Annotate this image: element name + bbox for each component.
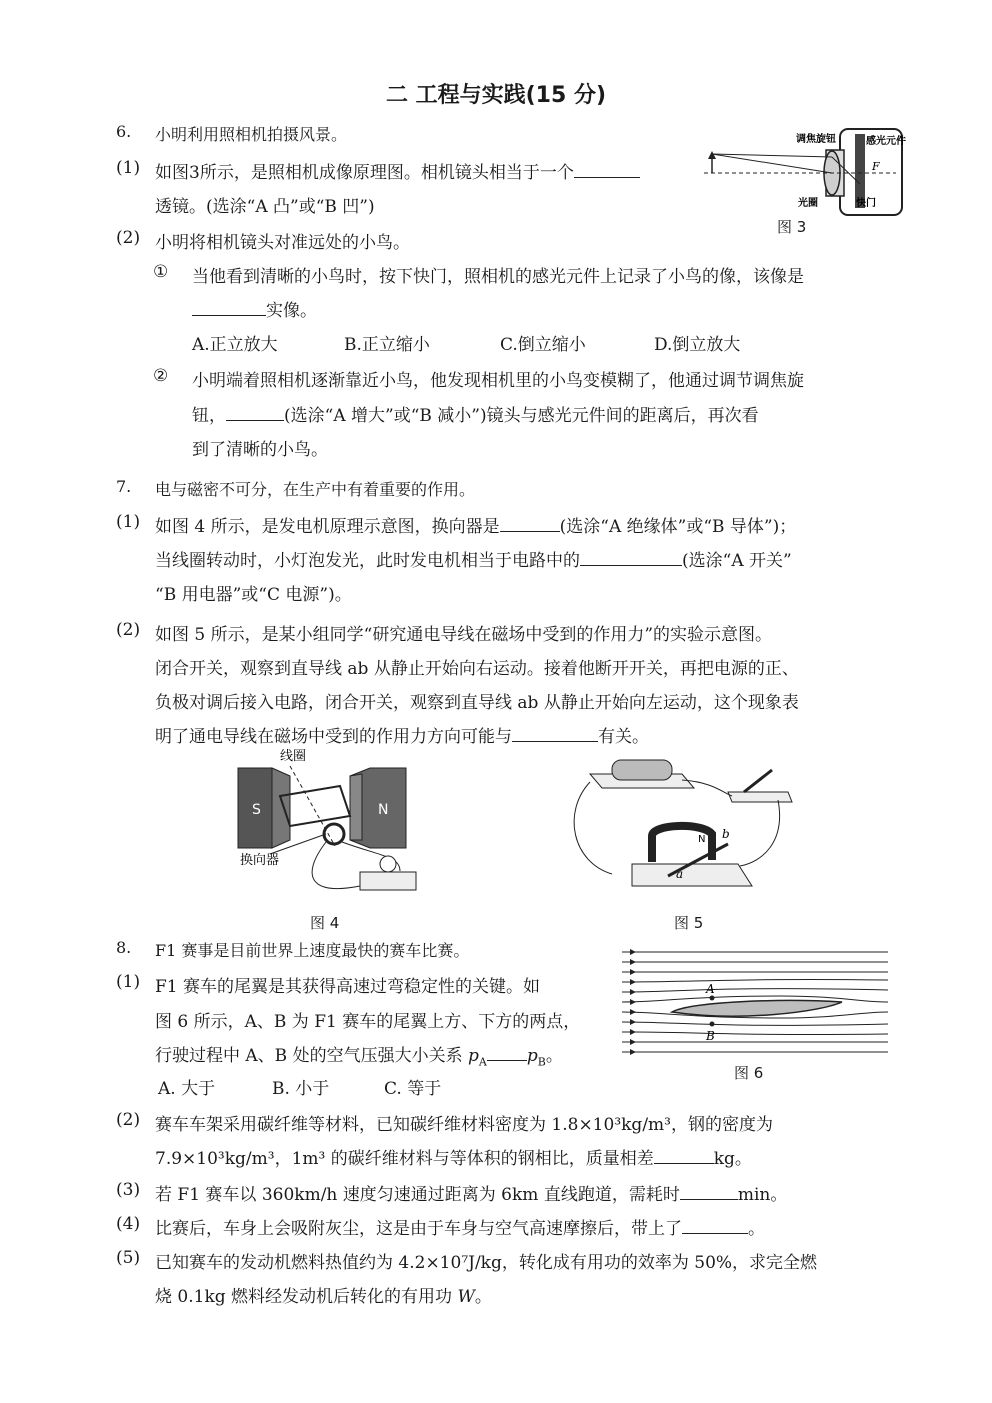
q8-pb-sub: B — [537, 1055, 546, 1069]
q6-s1-number: ① — [153, 262, 169, 282]
magnet-n-inner — [350, 774, 362, 840]
streamline-5 — [622, 989, 888, 992]
q6-s2-text-c: 到了清晰的小鸟。 — [192, 440, 328, 460]
q6-p1-text-a: 如图3所示，是照相机成像原理图。相机镜头相当于一个 — [155, 163, 574, 183]
q8-p5-text-b1: 烧 0.1kg 燃料经发动机后转化的有用功 — [155, 1287, 453, 1307]
streamline-8 — [622, 1022, 888, 1025]
switch-icon — [744, 770, 772, 792]
object-arrowhead-icon — [708, 151, 716, 159]
q6-p2-number: (2) — [116, 228, 141, 248]
magnet-n-label-fig5: N — [698, 834, 706, 845]
q8-p4-text-b: 。 — [748, 1219, 765, 1239]
q7-p1-text-b2: (选涂“A 开关” — [682, 551, 792, 571]
q7-p1-number: (1) — [116, 512, 141, 532]
arrowhead-3 — [630, 969, 636, 975]
magnet-s-label: S — [252, 802, 261, 818]
q8-p3-text-a: 若 F1 赛车以 360km/h 速度匀速通过距离为 6km 直线跑道，需耗时 — [155, 1185, 680, 1205]
arrowhead-9 — [630, 1029, 636, 1035]
figure-3-caption: 图 3 — [777, 218, 807, 236]
q8-p4-row — [155, 1214, 765, 1239]
q6-p1-number: (1) — [116, 158, 141, 178]
q8-pb: p — [526, 1046, 538, 1066]
q8-p2-number: (2) — [116, 1110, 141, 1130]
sensor-plate — [855, 134, 865, 208]
arrowhead-10 — [630, 1039, 636, 1045]
shutter-label: 快门 — [856, 198, 876, 209]
q8-stem: F1 赛事是目前世界上速度最快的赛车比赛。 — [155, 941, 470, 960]
q8-option-c[interactable]: C. 等于 — [384, 1079, 442, 1099]
q6-s2-blank[interactable] — [226, 403, 284, 421]
rod-label-a: a — [676, 867, 684, 881]
knob-label: 调焦旋钮 — [796, 134, 836, 145]
figure-6-airflow — [620, 946, 890, 1064]
q6-p1-blank[interactable] — [574, 160, 640, 178]
q6-p1-text-b: 透镜。(选涂“A 凸”或“B 凹”) — [155, 197, 375, 217]
q7-p1-text-a1: 如图 4 所示，是发电机原理示意图，换向器是 — [155, 517, 500, 537]
q8-p2-text-b1: 7.9×10³kg/m³，1m³ 的碳纤维材料与等体积的钢相比，质量相差 — [155, 1149, 654, 1169]
arrowhead-6 — [630, 999, 636, 1005]
q8-p1-blank[interactable] — [487, 1043, 527, 1061]
arrowhead-7 — [630, 1009, 636, 1015]
q8-p4-blank[interactable] — [682, 1216, 748, 1234]
bulb-base — [360, 872, 416, 890]
switch-base — [728, 792, 792, 802]
q7-p1-row-a — [155, 512, 796, 537]
arrowhead-4 — [630, 979, 636, 985]
streamline-4 — [622, 979, 888, 982]
q8-p4-number: (4) — [116, 1214, 141, 1234]
q6-s1-text-a: 当他看到清晰的小鸟时，按下快门，照相机的感光元件上记录了小鸟的像，该像是 — [192, 267, 804, 287]
q8-p5-text-a: 已知赛车的发动机燃料热值约为 4.2×10⁷J/kg，转化成有用功的效率为 50%，求完全燃 — [155, 1253, 818, 1273]
q6-s1-blank[interactable] — [192, 298, 266, 316]
q6-p2-text: 小明将相机镜头对准远处的小鸟。 — [155, 233, 410, 253]
q6-s1-text-b: 实像。 — [266, 301, 317, 321]
q8-option-b[interactable]: B. 小于 — [272, 1079, 330, 1099]
point-b — [710, 1022, 715, 1027]
q6-option-b[interactable]: B.正立缩小 — [344, 335, 430, 355]
figure-5-experiment — [572, 752, 792, 897]
aperture-label: 光圈 — [798, 198, 818, 209]
q8-p5-w: W — [457, 1287, 475, 1307]
q8-p1-row-c — [155, 1041, 563, 1068]
q8-p2-blank[interactable] — [654, 1146, 714, 1164]
q8-p2-text-b2: kg。 — [713, 1149, 752, 1169]
q8-pa-sub: A — [478, 1055, 487, 1069]
magnet-s-side — [272, 768, 290, 848]
bulb-icon — [380, 856, 396, 872]
q8-pa: p — [467, 1046, 479, 1066]
q8-p4-text-a: 比赛后，车身上会吸附灰尘，这是由于车身与空气高速摩擦后，带上了 — [155, 1219, 682, 1239]
q6-s2-text-b-row — [192, 401, 759, 426]
streamline-9 — [622, 1032, 888, 1035]
q8-p3-number: (3) — [116, 1180, 141, 1200]
figure-4-generator — [230, 746, 430, 906]
q6-s1-text-b-row — [192, 296, 317, 321]
sensor-label: 感光元件 — [866, 136, 906, 147]
q7-p2-text-d1: 明了通电导线在磁场中受到的作用力方向可能与 — [155, 727, 512, 747]
focus-label: F — [872, 160, 880, 173]
figure-5-caption: 图 5 — [674, 914, 704, 932]
q6-s2-number: ② — [153, 366, 169, 386]
q8-p5-row-b — [155, 1282, 492, 1307]
q7-stem: 电与磁密不可分，在生产中有着重要的作用。 — [155, 480, 476, 499]
q8-p2-row-b — [155, 1144, 752, 1169]
arrowheads — [630, 949, 636, 1055]
q8-p2-text-a: 赛车车架采用碳纤维等材料，已知碳纤维材料密度为 1.8×10³kg/m³，钢的密度为 — [155, 1115, 773, 1135]
point-a — [710, 996, 715, 1001]
q8-p1-text-a: F1 赛车的尾翼是其获得高速过弯稳定性的关键。如 — [155, 977, 541, 997]
wire-right — [740, 800, 780, 866]
arrowhead-8 — [630, 1019, 636, 1025]
q7-p2-blank[interactable] — [512, 724, 598, 742]
coil-label: 线圈 — [280, 749, 307, 764]
q8-p1-text-c: 行驶过程中 A、B 处的空气压强大小关系 — [155, 1046, 463, 1066]
rod-label-b: b — [722, 827, 730, 841]
q8-p1-number: (1) — [116, 972, 141, 992]
q6-option-d[interactable]: D.倒立放大 — [654, 335, 741, 355]
q6-number: 6. — [116, 122, 132, 141]
battery-icon — [612, 760, 672, 780]
q8-p1-end: 。 — [545, 1046, 563, 1066]
q8-p5-number: (5) — [116, 1248, 141, 1268]
figure-6-caption: 图 6 — [734, 1064, 764, 1082]
wire-1 — [312, 842, 360, 889]
q7-p1-text-b1: 当线圈转动时，小灯泡发光，此时发电机相当于电路中的 — [155, 551, 580, 571]
q6-p1-text — [155, 158, 640, 183]
rail-base — [632, 864, 752, 886]
q7-p2-number: (2) — [116, 620, 141, 640]
q7-p2-text-b: 闭合开关，观察到直导线 ab 从静止开始向右运动。接着他断开开关，再把电源的正、 — [155, 659, 799, 679]
arrowhead-2 — [630, 959, 636, 965]
commutator-label: 换向器 — [240, 853, 280, 868]
q6-s2-text-b2: (选涂“A 增大”或“B 减小”)镜头与感光元件间的距离后，再次看 — [284, 406, 759, 426]
magnet-n-label: N — [378, 802, 389, 818]
q7-p2-text-a: 如图 5 所示，是某小组同学“研究通电导线在磁场中受到的作用力”的实验示意图。 — [155, 625, 773, 645]
commutator-icon — [324, 824, 344, 844]
q7-p2-text-d2: 有关。 — [598, 727, 649, 747]
q7-number: 7. — [116, 477, 132, 496]
q7-p1-blank-2[interactable] — [580, 548, 682, 566]
q7-p2-row-d — [155, 722, 649, 747]
q8-p1-text-b: 图 6 所示，A、B 为 F1 赛车的尾翼上方、下方的两点， — [155, 1012, 581, 1032]
q6-s2-text-a: 小明端着照相机逐渐靠近小鸟，他发现相机里的小鸟变模糊了，他通过调节调焦旋 — [192, 371, 804, 391]
arrowhead-1 — [630, 949, 636, 955]
q6-s2-text-b1: 钮， — [192, 406, 226, 426]
section-title: 二 工程与实践(15 分) — [385, 83, 607, 108]
q7-p2-text-c: 负极对调后接入电路，闭合开关，观察到直导线 ab 从静止开始向左运动，这个现象表 — [155, 693, 799, 713]
arrowhead-11 — [630, 1049, 636, 1055]
q7-p1-blank-1[interactable] — [500, 514, 560, 532]
q6-stem: 小明利用照相机拍摄风景。 — [155, 125, 348, 144]
wire-left — [574, 782, 612, 874]
wing-icon — [672, 1000, 842, 1016]
q7-p1-row-b — [155, 546, 792, 571]
q7-p1-text-a2: (选涂“A 绝缘体”或“B 导体”)； — [559, 517, 797, 537]
q8-p3-blank[interactable] — [680, 1182, 738, 1200]
q7-p1-text-c: “B 用电器”或“C 电源”)。 — [155, 585, 352, 605]
figure-4-caption: 图 4 — [310, 914, 340, 932]
point-b-label: B — [706, 1029, 715, 1043]
arrowhead-5 — [630, 989, 636, 995]
coil-axis — [290, 766, 335, 846]
q6-option-c[interactable]: C.倒立缩小 — [500, 335, 586, 355]
q8-p3-text-b: min。 — [737, 1185, 788, 1205]
q6-option-a[interactable]: A.正立放大 — [192, 335, 278, 355]
q8-option-a[interactable]: A. 大于 — [158, 1079, 216, 1099]
q8-p3-row — [155, 1180, 787, 1205]
point-a-label: A — [706, 982, 715, 996]
q8-number: 8. — [116, 938, 132, 957]
q8-p5-text-b3: 。 — [474, 1287, 492, 1307]
